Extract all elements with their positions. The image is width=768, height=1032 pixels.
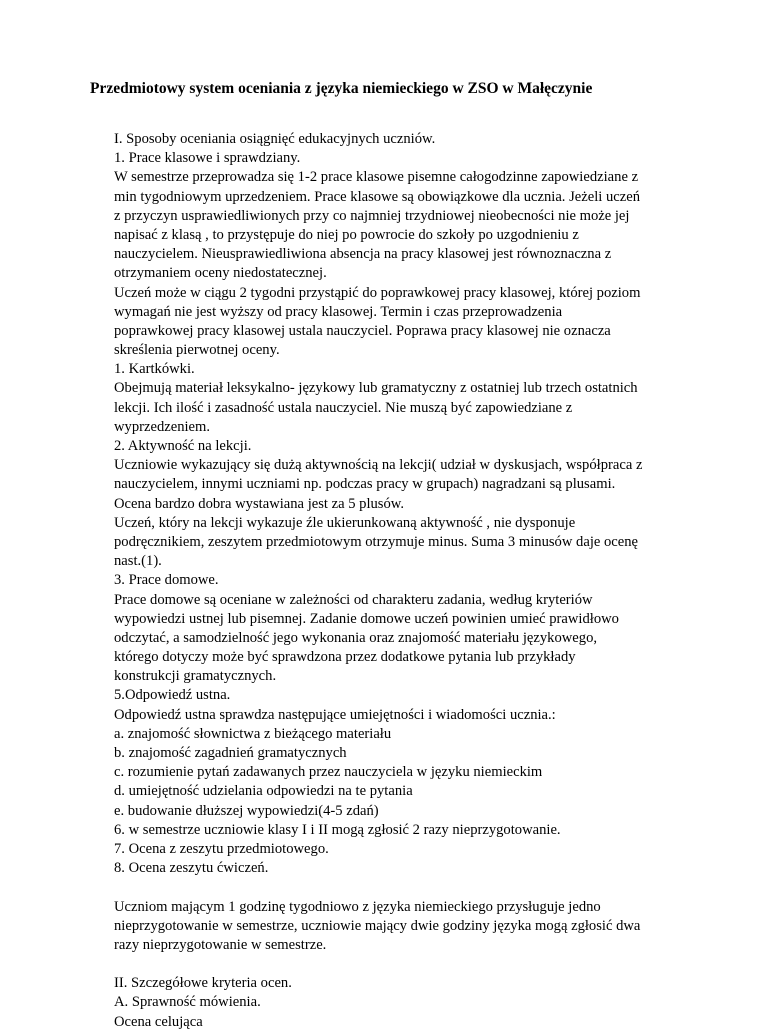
- text-line: Uczeń, który na lekcji wykazuje źle ukierunkowaną aktywność , nie dysponuje: [114, 514, 576, 531]
- text-line: nauczycielem. Nieusprawiedliwiona absencja na pracy klasowej jest równoznaczna z: [114, 246, 612, 263]
- document-title: Przedmiotowy system oceniania z języka niemieckiego w ZSO w Małęczynie: [90, 80, 593, 97]
- text-line: a. znajomość słownictwa z bieżącego materiału: [114, 725, 392, 742]
- text-line: b. znajomość zagadnień gramatycznych: [114, 745, 347, 761]
- text-line: wymagań nie jest wyższy od pracy klasowej. Termin i czas przeprowadzenia: [114, 303, 563, 320]
- text-line: min tygodniowym uprzedzeniem. Prace klasowe są obowiązkowe dla ucznia. Jeżeli uczeń: [114, 188, 640, 205]
- text-line: W semestrze przeprowadza się 1-2 prace klasowe pisemne całogodzinne zapowiedziane z: [114, 169, 639, 186]
- text-line: Ocena celująca: [114, 1013, 203, 1030]
- blank-line: [114, 878, 694, 897]
- text-line: podręcznikiem, zeszytem przedmiotowym otrzymuje minus. Suma 3 minusów daje ocenę: [114, 533, 639, 550]
- text-line: razy nieprzygotowanie w semestrze.: [114, 936, 327, 953]
- text-line: Odpowiedź ustna sprawdza następujące umiejętności i wiadomości ucznia.:: [114, 706, 556, 723]
- text-line: e. budowanie dłuższej wypowiedzi(4-5 zdań): [114, 802, 379, 819]
- text-line: otrzymaniem oceny niedostatecznej.: [114, 265, 327, 282]
- text-line: którego dotyczy może być sprawdzona przez dodatkowe pytania lub przykłady: [114, 649, 576, 666]
- text-line: 7. Ocena z zeszytu przedmiotowego.: [114, 840, 329, 857]
- text-line: Uczniowie wykazujący się dużą aktywnością na lekcji( udział w dyskusjach, współpraca z: [114, 457, 643, 474]
- text-line: Uczniom mającym 1 godzinę tygodniowo z języka niemieckiego przysługuje jedno: [114, 898, 601, 915]
- text-line: I. Sposoby oceniania osiągnięć edukacyjnych uczniów.: [114, 131, 436, 147]
- text-line: napisać z klasą , to przystępuje do niej po powrocie do szkoły po uzgodnieniu z: [114, 226, 579, 243]
- text-line: nast.(1).: [114, 553, 162, 570]
- text-line: poprawkowej pracy klasowej ustala nauczyciel. Poprawa pracy klasowej nie oznacza: [114, 322, 611, 339]
- text-line: Obejmują materiał leksykalno- językowy lub gramatyczny z ostatniej lub trzech ostatnich: [114, 380, 638, 397]
- text-line: 3. Prace domowe.: [114, 572, 219, 589]
- text-line: odczytać, a samodzielność jego wykonania oraz znajomość materiału językowego,: [114, 629, 598, 646]
- text-line: A. Sprawność mówienia.: [114, 994, 261, 1011]
- text-line: Ocena bardzo dobra wystawiana jest za 5 plusów.: [114, 495, 405, 512]
- text-line: 6. w semestrze uczniowie klasy I i II mogą zgłosić 2 razy nieprzygotowanie.: [114, 821, 561, 838]
- text-line: 1. Kartkówki.: [114, 361, 195, 378]
- text-line: d. umiejętność udzielania odpowiedzi na te pytania: [114, 783, 413, 800]
- text-line: c. rozumienie pytań zadawanych przez nauczyciela w języku niemieckim: [114, 764, 543, 781]
- text-line: 8. Ocena zeszytu ćwiczeń.: [114, 860, 269, 877]
- text-line: nauczycielem, innymi uczniami np. podczas pracy w grupach) nagradzani są plusami.: [114, 476, 616, 493]
- text-line: wyprzedzeniem.: [114, 418, 211, 435]
- text-line: wypowiedzi ustnej lub pisemnej. Zadanie domowe uczeń powinien umieć prawidłowo: [114, 610, 619, 627]
- blank-line: [114, 955, 694, 974]
- text-line: 5.Odpowiedź ustna.: [114, 687, 231, 704]
- document-body: [114, 130, 694, 1032]
- text-line: II. Szczegółowe kryteria ocen.: [114, 975, 292, 992]
- text-line: Prace domowe są oceniane w zależności od charakteru zadania, według kryteriów: [114, 591, 593, 608]
- text-line: lekcji. Ich ilość i zasadność ustala nauczyciel. Nie muszą być zapowiedziane z: [114, 399, 573, 416]
- text-line: Uczeń może w ciągu 2 tygodni przystąpić do poprawkowej pracy klasowej, której poziom: [114, 284, 641, 301]
- text-line: z przyczyn usprawiedliwionych przy co najmniej trzydniowej nieobecności nie może jej: [114, 207, 630, 224]
- text-line: skreślenia pierwotnej oceny.: [114, 342, 280, 359]
- text-line: nieprzygotowanie w semestrze, uczniowie mający dwie godziny języka mogą zgłosić dwa: [114, 917, 641, 934]
- text-line: 2. Aktywność na lekcji.: [114, 438, 252, 454]
- text-line: konstrukcji gramatycznych.: [114, 668, 277, 685]
- text-line: 1. Prace klasowe i sprawdziany.: [114, 150, 301, 167]
